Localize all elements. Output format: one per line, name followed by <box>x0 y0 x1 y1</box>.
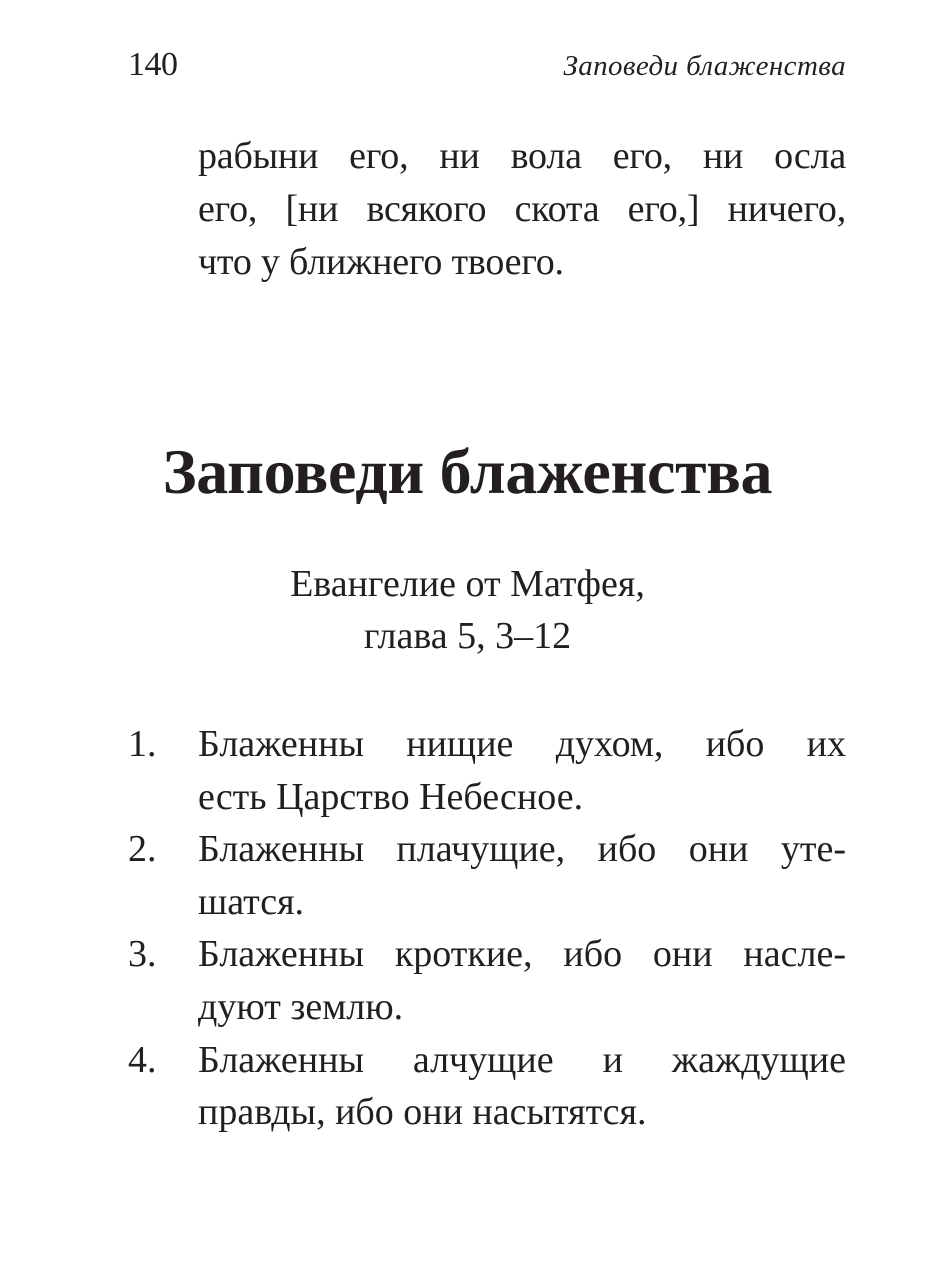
item-text <box>198 823 846 928</box>
item-line: дуют землю. <box>198 985 404 1028</box>
item-line: Блаженны нищие духом, ибо их <box>198 723 846 765</box>
subtitle-line: Евангелие от Матфея, <box>290 563 645 605</box>
item-text <box>198 1034 846 1139</box>
running-header <box>128 46 846 92</box>
list-item <box>128 1034 846 1139</box>
paragraph-line: его, [ни всякого скота его,] ничего, <box>198 188 846 230</box>
continuation-paragraph <box>198 130 846 289</box>
item-line: Блаженны кроткие, ибо они насле- <box>198 933 846 976</box>
paragraph-line: рабыни его, ни вола его, ни осла <box>198 135 846 177</box>
beatitudes-list <box>128 718 846 1139</box>
paragraph-line: что у ближнего твоего. <box>198 241 564 283</box>
list-item <box>128 823 846 928</box>
list-item <box>128 928 846 1033</box>
item-line: правды, ибо они насытятся. <box>198 1091 647 1134</box>
subtitle-line: глава 5, 3–12 <box>363 615 572 657</box>
item-number: 3. <box>128 933 157 976</box>
item-line: шатся. <box>198 880 305 923</box>
item-line: Блаженны алчущие и жаждущие <box>198 1038 846 1081</box>
item-number: 4. <box>128 1038 157 1081</box>
item-number: 1. <box>128 723 157 765</box>
list-item <box>128 718 846 823</box>
item-number: 2. <box>128 828 157 871</box>
running-title: Заповеди блаженства <box>563 50 846 82</box>
page-number: 140 <box>128 46 178 83</box>
item-line: Блаженны плачущие, ибо они уте- <box>198 828 846 871</box>
item-line: есть Царство Небесное. <box>198 775 584 818</box>
section-title: Заповеди блаженства <box>162 436 773 507</box>
item-text <box>198 718 846 823</box>
item-text <box>198 928 846 1033</box>
section-subtitle <box>0 558 935 662</box>
